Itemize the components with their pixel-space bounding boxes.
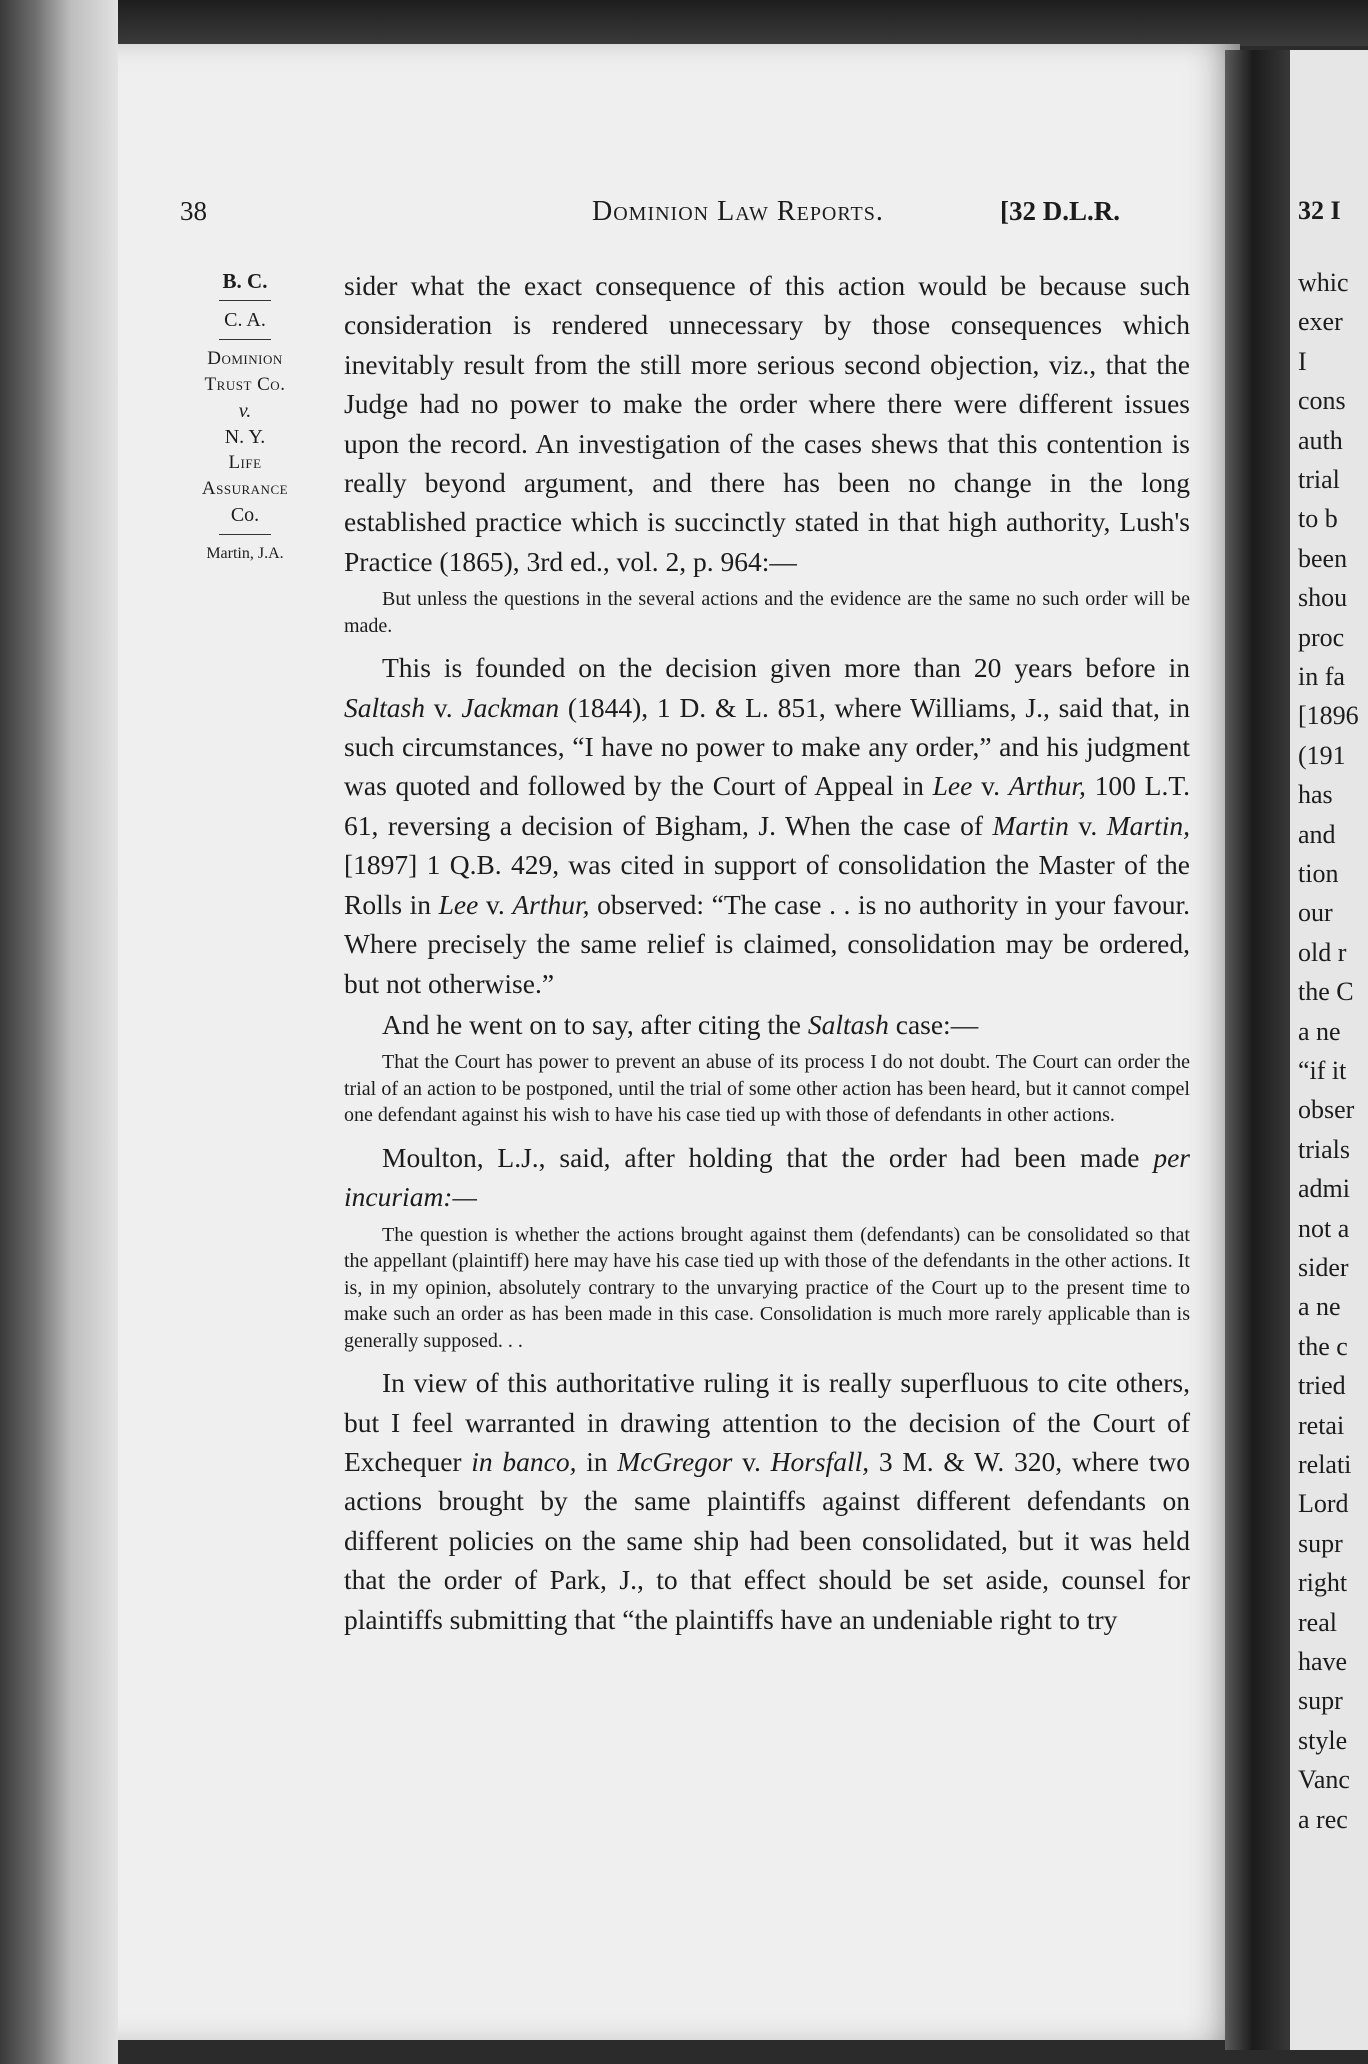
- facing-page-line: Vanc: [1298, 1765, 1350, 1795]
- facing-page-line: cons: [1298, 386, 1346, 416]
- block-quote: That the Court has power to prevent an abuse of its process I do not doubt. The Court can order the trial of an action to be postponed, until the trial of some other action has been heard, but it cannot compel one defendant against his wish to have his case tied up with those of defendants in other actions.: [344, 1051, 1190, 1127]
- case-name: Lee: [438, 888, 479, 920]
- sidenote-division: C. A.: [224, 309, 266, 331]
- case-name: McGregor: [617, 1445, 733, 1477]
- sidenote-rule: [219, 339, 271, 340]
- book-gutter: [1225, 50, 1295, 2050]
- facing-page-line: been: [1298, 543, 1348, 573]
- paragraph: And he went on to say, after citing the Saltash case:—: [382, 1008, 979, 1040]
- facing-page-line: in fa: [1298, 662, 1345, 691]
- facing-page-line: supr: [1298, 1528, 1343, 1558]
- sidenote-versus: v.: [238, 400, 252, 422]
- paragraph: Moulton, L.J., said, after holding that the order had been made per incuriam:—: [344, 1141, 1190, 1213]
- facing-page-line: “if it: [1298, 1056, 1347, 1085]
- case-name: Saltash: [807, 1008, 889, 1040]
- facing-page-line: to b: [1298, 504, 1338, 534]
- running-title: Dominion Law Reports.: [592, 196, 884, 227]
- facing-page-line: admi: [1298, 1174, 1350, 1204]
- running-header: [0, 196, 1368, 236]
- facing-page-line: our: [1298, 898, 1333, 928]
- facing-page-line: obser: [1298, 1095, 1355, 1125]
- facing-page-line: exer: [1298, 307, 1343, 337]
- sidenote-party: Co.: [230, 504, 260, 526]
- facing-page-line: not a: [1298, 1213, 1350, 1243]
- case-sidenote: [170, 268, 320, 567]
- sidenote-judge: Martin, J.A.: [206, 545, 284, 562]
- facing-page-line: style: [1298, 1725, 1348, 1755]
- sidenote-rule: [219, 300, 271, 301]
- facing-page-line: the C: [1298, 977, 1354, 1007]
- sidenote-party: Dominion: [207, 348, 283, 369]
- facing-page-line: tried: [1298, 1371, 1346, 1401]
- sidenote-party: N. Y.: [224, 426, 266, 448]
- facing-page-line: shou: [1298, 583, 1348, 613]
- facing-page-line: a ne: [1298, 1016, 1341, 1046]
- paragraph: This is founded on the decision given more than 20 years before in Saltash v. Jackman (1844), 1 D. & L. 851, where Williams, J., said that, in such circumstances, “I have no power to make any order,” and his judgment was quoted and followed by the Court of Appeal in Lee v. Arthur, 100 L.T. 61, reversing a decision of Bigham, J. When the case of Martin v. Martin, [1897] 1 Q.B. 429, was cited in support of consolidation the Master of the Rolls in Lee v. Arthur, observed: “The case . . is no authority in your favour. Where precisely the same relief is claimed, consolidation may be ordered, but not otherwise.”: [344, 652, 1190, 999]
- volume-reference: [32 D.L.R.: [1000, 196, 1120, 226]
- sidenote-court: B. C.: [222, 269, 268, 293]
- paragraph: In view of this authoritative ruling it is really superfluous to cite others, but I feel warranted in drawing attention to the decision of the Court of Exchequer in banco, in McGregor v. Horsfall, 3 M. & W. 320, where two actions brought by the same plaintiffs against different defendants on different policies on the same ship had been consolidated, but it was held that the order of Park, J., to that effect should be set aside, counsel for plaintiffs submitting that “the plaintiffs have an undeniable right to try: [344, 1367, 1190, 1635]
- facing-page-line: right: [1298, 1568, 1348, 1598]
- facing-page-line: [1896: [1298, 701, 1359, 731]
- facing-page-line: retai: [1298, 1410, 1345, 1440]
- facing-page-line: proc: [1298, 622, 1345, 652]
- case-name: Arthur,: [1008, 770, 1086, 802]
- case-name: Saltash: [344, 691, 425, 723]
- facing-page-line: trials: [1298, 1134, 1350, 1164]
- facing-page-fragment: [1290, 50, 1368, 2050]
- facing-page-line: I: [1298, 346, 1307, 376]
- facing-page-line: and: [1298, 819, 1336, 849]
- body-text: [344, 266, 1190, 1639]
- facing-page-line: has: [1298, 780, 1333, 810]
- block-quote: The question is whether the actions brought against them (defendants) can be consolidated so that the appellant (plaintiff) here may have his case tied up with those of the defendants in the other actions. It is, in my opinion, absolutely contrary to the unvarying practice of the Court up to the present time to make such an order as has been made in this case. Consolidation is much more rarely applicable than is generally supposed. . .: [344, 1223, 1190, 1352]
- facing-page-line: old r: [1298, 937, 1347, 967]
- facing-page-line: real: [1298, 1607, 1337, 1637]
- sidenote-party: Assurance: [201, 478, 289, 499]
- facing-page-line: auth: [1298, 425, 1343, 455]
- facing-page-line: trial: [1298, 465, 1340, 494]
- page-stack-edge: [0, 0, 118, 2064]
- sidenote-rule: [219, 534, 271, 535]
- scan-top-edge: [0, 0, 1368, 46]
- case-name: Martin: [992, 809, 1069, 841]
- paragraph: sider what the exact consequence of this action would be because such consideration is rendered unnecessary by those consequences which inevitably result from the still more serious second objection, viz., that the Judge had no power to make the order where there were different issues upon the record. An investigation of the cases shews that this contention is really beyond argument, and there has been no change in the long established practice which is succinctly stated in that high authority, Lush's Practice (1865), 3rd ed., vol. 2, p. 964:—: [344, 270, 1190, 577]
- facing-page-line: relati: [1298, 1450, 1352, 1479]
- case-name: Jackman: [461, 691, 560, 723]
- facing-page-header: 32 I: [1298, 196, 1341, 225]
- facing-page-line: sider: [1298, 1253, 1349, 1282]
- sidenote-party: Life: [228, 452, 262, 473]
- sidenote-party: Trust Co.: [204, 374, 286, 395]
- facing-page-line: whic: [1298, 268, 1349, 297]
- latin-phrase: in banco,: [471, 1445, 577, 1477]
- facing-page-line: the c: [1298, 1331, 1348, 1361]
- facing-page-line: a ne: [1298, 1292, 1341, 1322]
- case-name: Martin,: [1106, 809, 1190, 841]
- facing-page-line: a rec: [1298, 1804, 1348, 1834]
- block-quote: But unless the questions in the several actions and the evidence are the same no such order will be made.: [344, 588, 1190, 637]
- facing-page-line: have: [1298, 1647, 1348, 1676]
- case-name: Lee: [932, 770, 973, 802]
- facing-page-line: supr: [1298, 1686, 1343, 1716]
- facing-page-line: tion: [1298, 859, 1339, 888]
- latin-phrase: per incuriam:—: [344, 1141, 1190, 1213]
- case-name: Horsfall,: [770, 1445, 870, 1477]
- facing-page-line: (191: [1298, 740, 1346, 770]
- facing-page-line: Lord: [1298, 1489, 1349, 1519]
- page-number: 38: [180, 196, 207, 226]
- case-name: Arthur,: [512, 888, 590, 920]
